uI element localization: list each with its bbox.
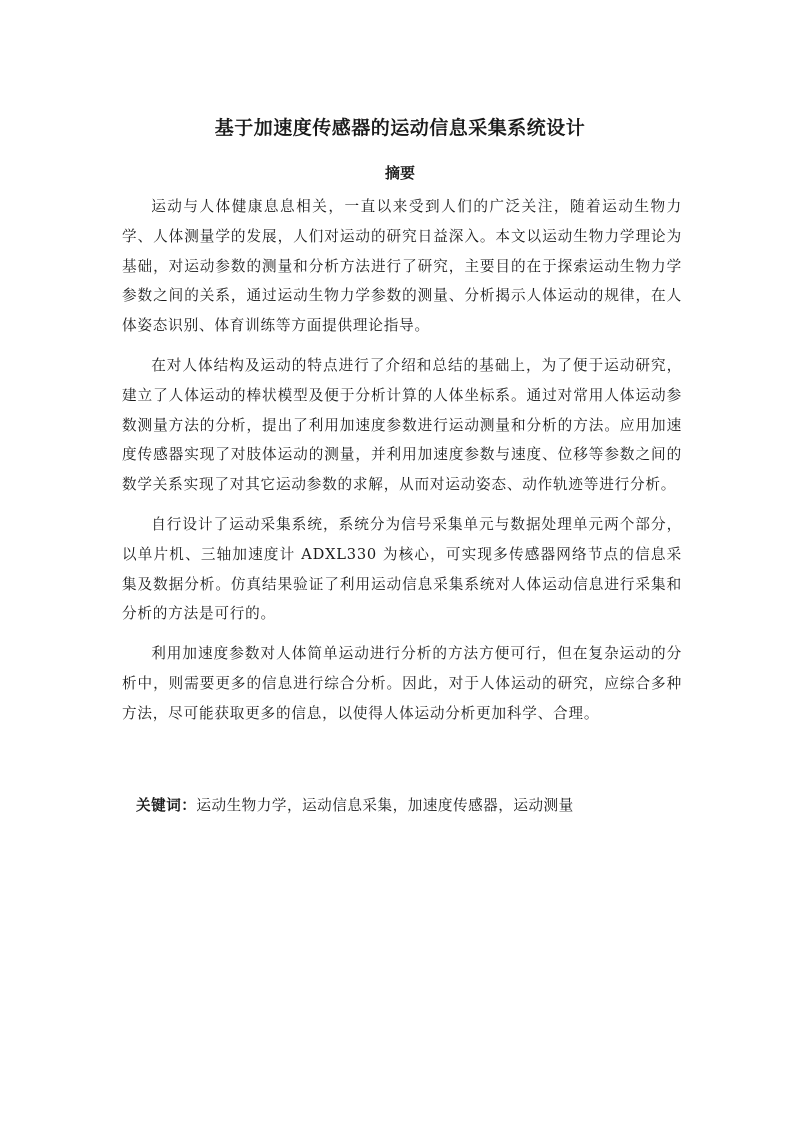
abstract-heading: 摘要 [384, 164, 415, 182]
keywords-label: 关键词： [136, 797, 197, 814]
abstract-paragraph-4: 利用加速度参数对人体简单运动进行分析的方法方便可行，但在复杂运动的分析中，则需要更多的信息进行综合分析。因此，对于人体运动的研究，应综合多种方法，尽可能获取更多的信息，以使得人体运动分析更加科学、合理。 [122, 645, 682, 722]
document-title: 基于加速度传感器的运动信息采集系统设计 [214, 117, 586, 139]
keywords-text: 运动生物力学，运动信息采集，加速度传感器，运动测量 [196, 797, 574, 814]
abstract-paragraph-3: 自行设计了运动采集系统，系统分为信号采集单元与数据处理单元两个部分，以单片机、三轴加速度计 ADXL330 为核心，可实现多传感器网络节点的信息采集及数据分析。仿真结果验证了利用运动信息采集系统对人体运动信息进行采集和分析的方法是可行的。 [122, 515, 682, 623]
abstract-body [122, 192, 682, 739]
abstract-paragraph-2: 在对人体结构及运动的特点进行了介绍和总结的基础上，为了便于运动研究，建立了人体运动的棒状模型及便于分析计算的人体坐标系。通过对常用人体运动参数测量方法的分析，提出了利用加速度参数进行运动测量和分析的方法。应用加速度传感器实现了对肢体运动的测量，并利用加速度参数与速度、位移等参数之间的数学关系实现了对其它运动参数的求解，从而对运动姿态、动作轨迹等进行分析。 [122, 356, 682, 494]
keywords-line [136, 792, 696, 820]
abstract-paragraph-1: 运动与人体健康息息相关，一直以来受到人们的广泛关注，随着运动生物力学、人体测量学的发展，人们对运动的研究日益深入。本文以运动生物力学理论为基础，对运动参数的测量和分析方法进行了研究，主要目的在于探索运动生物力学参数之间的关系，通过运动生物力学参数的测量、分析揭示人体运动的规律，在人体姿态识别、体育训练等方面提供理论指导。 [122, 198, 682, 335]
